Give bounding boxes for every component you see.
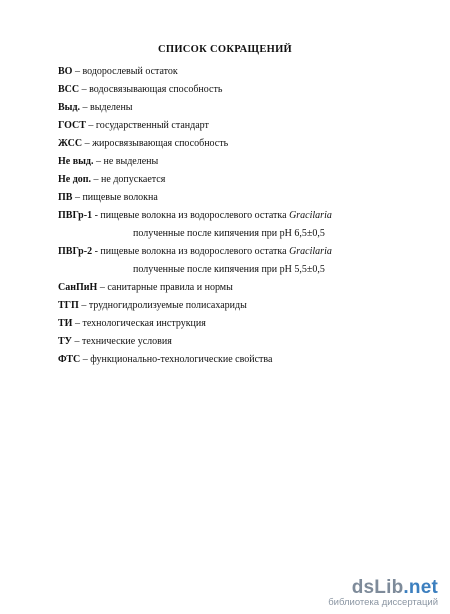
abbreviation: ТИ: [58, 318, 73, 329]
genus-name: Gracilaria: [289, 246, 332, 257]
abbreviation: ПВ: [58, 192, 73, 203]
list-item: [58, 102, 418, 114]
definition: трудногидролизуемые полисахариды: [88, 300, 247, 311]
list-item: [58, 336, 418, 348]
list-item: [58, 210, 418, 240]
abbreviation: ФТС: [58, 354, 81, 365]
separator: –: [93, 156, 104, 167]
list-item: [58, 138, 418, 150]
definition: не допускается: [101, 174, 166, 185]
list-item: [58, 192, 418, 204]
logo-domain: .net: [403, 577, 438, 598]
definition: водорослевый остаток: [82, 66, 178, 77]
separator: –: [72, 66, 83, 77]
list-item: [58, 120, 418, 132]
abbreviation: ПВГр-2: [58, 246, 93, 257]
site-logo: [298, 577, 438, 599]
separator: –: [82, 138, 93, 149]
list-item: [58, 300, 418, 312]
definition: выделены: [90, 102, 133, 113]
definition: технологическая инструкция: [82, 318, 206, 329]
separator: –: [78, 300, 89, 311]
definition-continuation: полученные после кипячения при рН 6,5±0,5: [133, 228, 325, 239]
definition: санитарные правила и нормы: [107, 282, 233, 293]
list-item: [58, 174, 418, 186]
list-item: [58, 282, 418, 294]
list-item: [58, 84, 418, 96]
separator: –: [72, 318, 83, 329]
list-item: [58, 354, 418, 366]
abbreviation: Выд.: [58, 102, 81, 113]
genus-name: Gracilaria: [289, 210, 332, 221]
list-item: [58, 318, 418, 330]
abbreviation: ВО: [58, 66, 73, 77]
definition-continuation: полученные после кипячения при рН 5,5±0,5: [133, 264, 325, 275]
separator: –: [72, 192, 83, 203]
abbreviation: ЖСС: [58, 138, 83, 149]
list-item: [58, 246, 418, 276]
separator: -: [92, 210, 101, 221]
logo-text: dsLib: [351, 577, 404, 598]
definition: технические условия: [82, 336, 172, 347]
separator: –: [91, 174, 102, 185]
definition: пищевые волокна: [82, 192, 158, 203]
separator: –: [80, 354, 91, 365]
separator: –: [80, 102, 91, 113]
definition: государственный стандарт: [95, 120, 209, 131]
page-title: СПИСОК СОКРАЩЕНИЙ: [157, 44, 293, 55]
list-item: [58, 66, 418, 78]
abbreviation: ТУ: [58, 336, 73, 347]
separator: –: [97, 282, 108, 293]
separator: –: [79, 84, 90, 95]
separator: -: [92, 246, 101, 257]
definition: не выделены: [103, 156, 159, 167]
list-item: [58, 156, 418, 168]
abbreviation-list: [58, 66, 418, 372]
abbreviation: СанПиН: [58, 282, 98, 293]
abbreviation: ПВГр-1: [58, 210, 93, 221]
abbreviation: Не доп.: [58, 174, 92, 185]
abbreviation: ГОСТ: [58, 120, 86, 131]
definition: функционально-технологические свойства: [90, 354, 273, 365]
definition: водосвязывающая способность: [89, 84, 223, 95]
definition: пищевые волокна из водорослевого остатка: [100, 246, 290, 257]
separator: –: [72, 336, 83, 347]
definition: пищевые волокна из водорослевого остатка: [100, 210, 290, 221]
definition: жиросвязывающая способность: [92, 138, 229, 149]
separator: –: [85, 120, 96, 131]
abbreviation: ВСС: [58, 84, 80, 95]
abbreviation: Не выд.: [58, 156, 94, 167]
watermark-subtitle: библиотека диссертаций: [328, 597, 438, 608]
abbreviation: ТГП: [58, 300, 79, 311]
watermark: [298, 577, 438, 608]
